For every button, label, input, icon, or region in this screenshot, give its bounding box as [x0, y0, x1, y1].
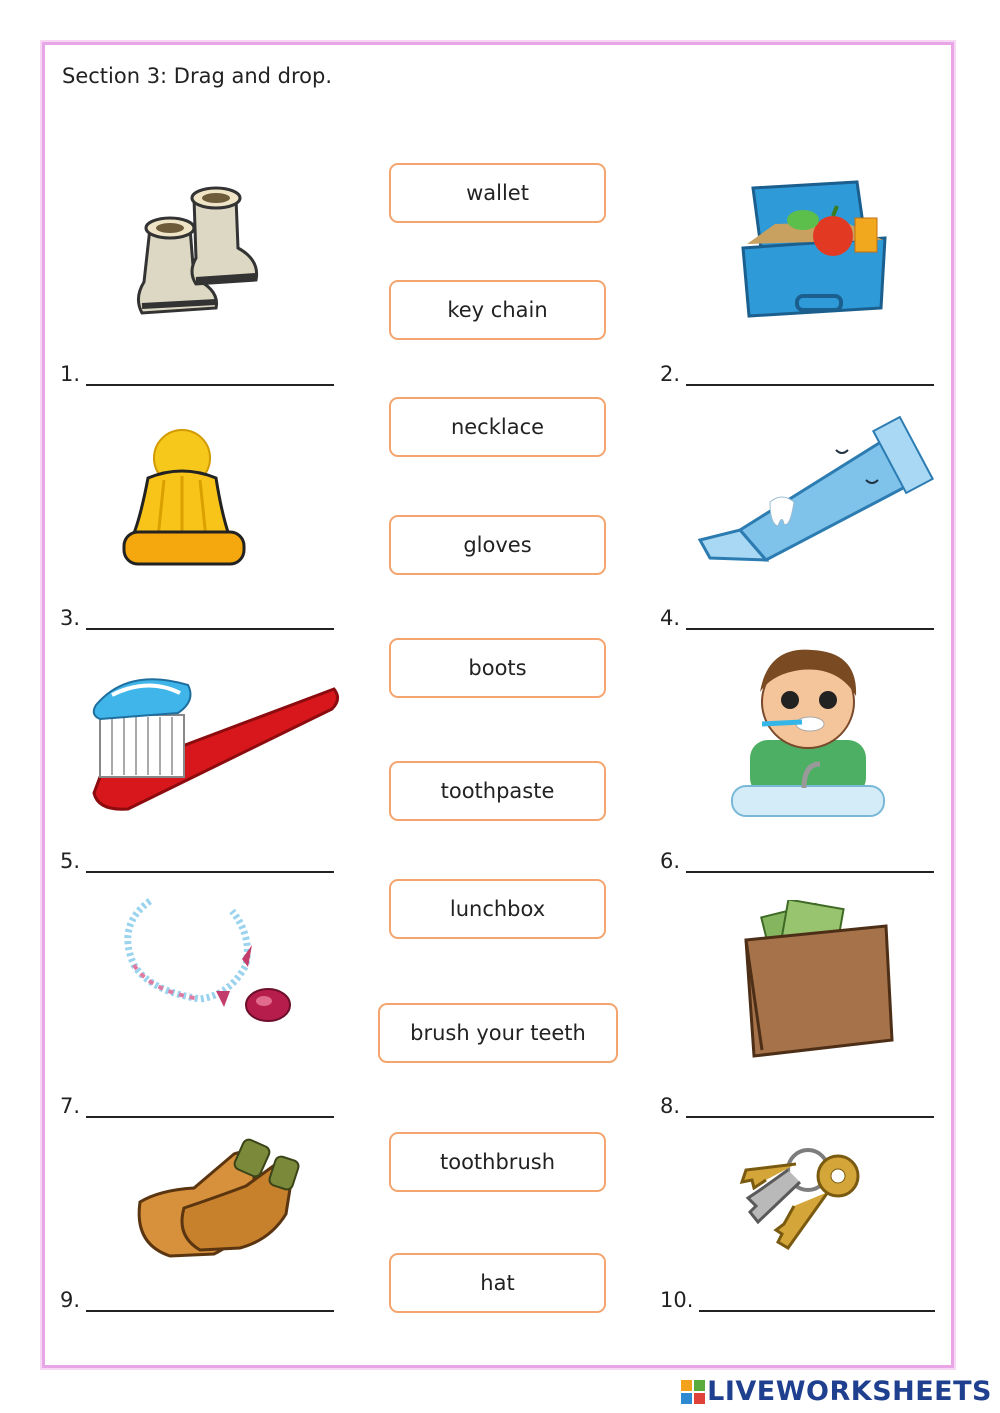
answer-6: [660, 849, 934, 873]
answer-blank[interactable]: [686, 608, 934, 630]
necklace-picture: [120, 895, 295, 1035]
answer-10: [660, 1288, 935, 1312]
keys-picture: [738, 1140, 868, 1255]
hat-picture: [118, 420, 248, 570]
answer-number: 4.: [660, 606, 681, 630]
answer-blank[interactable]: [86, 364, 334, 386]
answer-blank[interactable]: [86, 1290, 334, 1312]
word-key-chain[interactable]: key chain: [389, 280, 606, 340]
word-toothbrush[interactable]: toothbrush: [389, 1132, 606, 1192]
section-instruction: Section 3: Drag and drop.: [62, 64, 333, 88]
word-boots[interactable]: boots: [389, 638, 606, 698]
answer-8: [660, 1094, 934, 1118]
word-brush-your-teeth[interactable]: brush your teeth: [378, 1003, 618, 1063]
answer-blank[interactable]: [686, 1096, 934, 1118]
answer-9: [60, 1288, 334, 1312]
word-gloves[interactable]: gloves: [389, 515, 606, 575]
answer-number: 7.: [60, 1094, 81, 1118]
answer-blank[interactable]: [86, 851, 334, 873]
answer-number: 6.: [660, 849, 681, 873]
answer-number: 1.: [60, 362, 81, 386]
answer-number: 3.: [60, 606, 81, 630]
answer-number: 2.: [660, 362, 681, 386]
answer-3: [60, 606, 334, 630]
answer-1: [60, 362, 334, 386]
wallet-picture: [740, 900, 895, 1060]
word-wallet[interactable]: wallet: [389, 163, 606, 223]
answer-number: 8.: [660, 1094, 681, 1118]
answer-number: 5.: [60, 849, 81, 873]
boots-picture: [130, 178, 265, 323]
brand-name: LIVEWORKSHEETS: [707, 1376, 992, 1407]
brand-logo: [681, 1376, 992, 1407]
answer-number: 9.: [60, 1288, 81, 1312]
answer-7: [60, 1094, 334, 1118]
answer-2: [660, 362, 934, 386]
answer-blank[interactable]: [699, 1290, 935, 1312]
word-hat[interactable]: hat: [389, 1253, 606, 1313]
brand-icon: [681, 1380, 705, 1404]
answer-number: 10.: [660, 1288, 694, 1312]
toothbrush-picture: [88, 665, 343, 815]
toothpaste-picture: [690, 410, 935, 565]
answer-blank[interactable]: [686, 851, 934, 873]
answer-blank[interactable]: [686, 364, 934, 386]
word-lunchbox[interactable]: lunchbox: [389, 879, 606, 939]
answer-blank[interactable]: [86, 608, 334, 630]
answer-4: [660, 606, 934, 630]
answer-blank[interactable]: [86, 1096, 334, 1118]
lunchbox-picture: [735, 178, 895, 323]
word-toothpaste[interactable]: toothpaste: [389, 761, 606, 821]
word-necklace[interactable]: necklace: [389, 397, 606, 457]
answer-5: [60, 849, 334, 873]
boy-brushing-teeth-picture: [728, 640, 888, 818]
gloves-picture: [130, 1128, 305, 1266]
